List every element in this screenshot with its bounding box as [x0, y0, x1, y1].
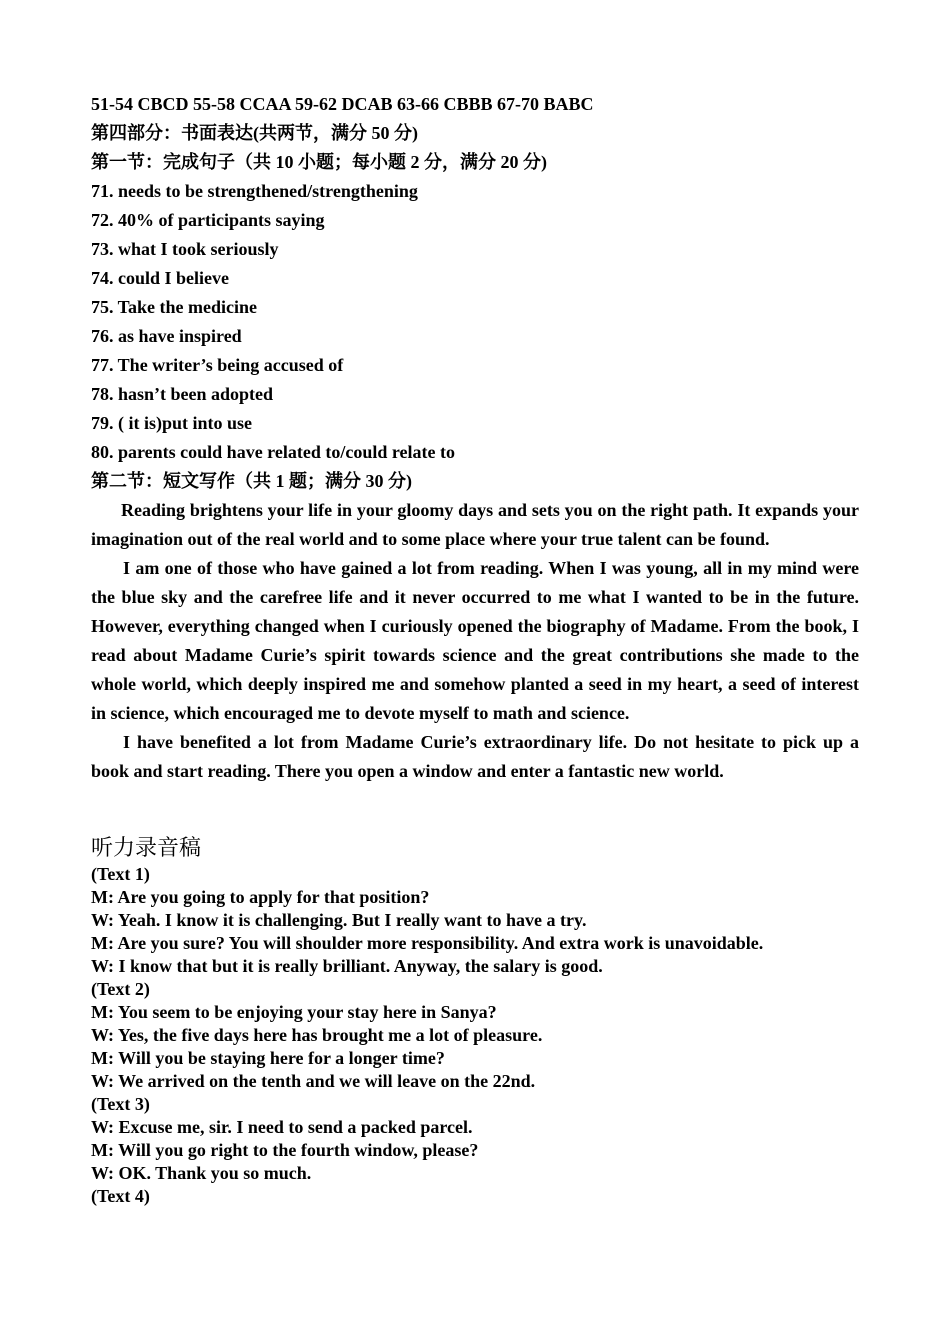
sentence-answer: 71. needs to be strengthened/strengthening	[91, 181, 418, 201]
sentence-answer: 80. parents could have related to/could relate to	[91, 442, 455, 462]
sentence-answer: 79. ( it is)put into use	[91, 413, 253, 433]
sentence-answer: 74. could I believe	[91, 268, 229, 288]
script-line: (Text 3)	[91, 1094, 150, 1114]
sentence-answer: 78. hasn’t been adopted	[91, 384, 274, 404]
sentence-answer: 75. Take the medicine	[91, 297, 258, 317]
essay-paragraph: I have benefited a lot from Madame Curie’s extraordinary life. Do not hesitate to pick up a book and start reading. There you open a window and enter a fantastic new world.	[91, 732, 859, 781]
script-line: W: I know that but it is really brilliant. Anyway, the salary is good.	[91, 956, 603, 976]
section2-heading: 第二节：短文写作（共 1 题；满分 30 分)	[91, 471, 412, 491]
script-line: W: OK. Thank you so much.	[91, 1163, 312, 1183]
essay-paragraph: Reading brightens your life in your gloomy days and sets you on the right path. It expands your imagination out of the real world and to some place where your true talent can be found.	[91, 500, 859, 549]
sentence-answer: 76. as have inspired	[91, 326, 242, 346]
script-line: (Text 1)	[91, 864, 150, 884]
mcq-answers: 51-54 CBCD 55-58 CCAA 59-62 DCAB 63-66 CBBB 67-70 BABC	[91, 94, 594, 114]
script-line: M: Will you go right to the fourth window, please?	[91, 1140, 479, 1160]
script-line: W: Excuse me, sir. I need to send a packed parcel.	[91, 1117, 473, 1137]
script-line: (Text 2)	[91, 979, 150, 999]
script-line: M: Are you going to apply for that position?	[91, 887, 430, 907]
script-line: W: Yes, the five days here has brought me a lot of pleasure.	[91, 1025, 543, 1045]
document-page	[91, 90, 859, 1208]
script-line: M: Are you sure? You will shoulder more responsibility. And extra work is unavoidable.	[91, 933, 764, 953]
part4-heading: 第四部分：书面表达(共两节，满分 50 分)	[91, 123, 418, 143]
script-line: M: You seem to be enjoying your stay here in Sanya?	[91, 1002, 497, 1022]
script-line: (Text 4)	[91, 1186, 150, 1206]
script-line: W: Yeah. I know it is challenging. But I really want to have a try.	[91, 910, 587, 930]
essay-paragraph: I am one of those who have gained a lot from reading. When I was young, all in my mind were the blue sky and the carefree life and it never occurred to me what I wanted to be in the future. However, everything changed when I curiously opened the biography of Madame. From the book, I read about Madame Curie’s spirit towards science and the great contributions she made to the whole world, which deeply inspired me and somehow planted a seed in my heart, a seed of interest in science, which encouraged me to devote myself to math and science.	[91, 558, 859, 723]
listening-script	[91, 863, 859, 1208]
listening-script-title: 听力录音稿	[91, 836, 202, 861]
sentence-answer: 72. 40% of participants saying	[91, 210, 325, 230]
script-line: W: We arrived on the tenth and we will leave on the 22nd.	[91, 1071, 536, 1091]
sentence-answer: 73. what I took seriously	[91, 239, 279, 259]
sentence-answer: 77. The writer’s being accused of	[91, 355, 344, 375]
script-line: M: Will you be staying here for a longer time?	[91, 1048, 445, 1068]
section1-heading: 第一节：完成句子（共 10 小题；每小题 2 分，满分 20 分)	[91, 152, 547, 172]
